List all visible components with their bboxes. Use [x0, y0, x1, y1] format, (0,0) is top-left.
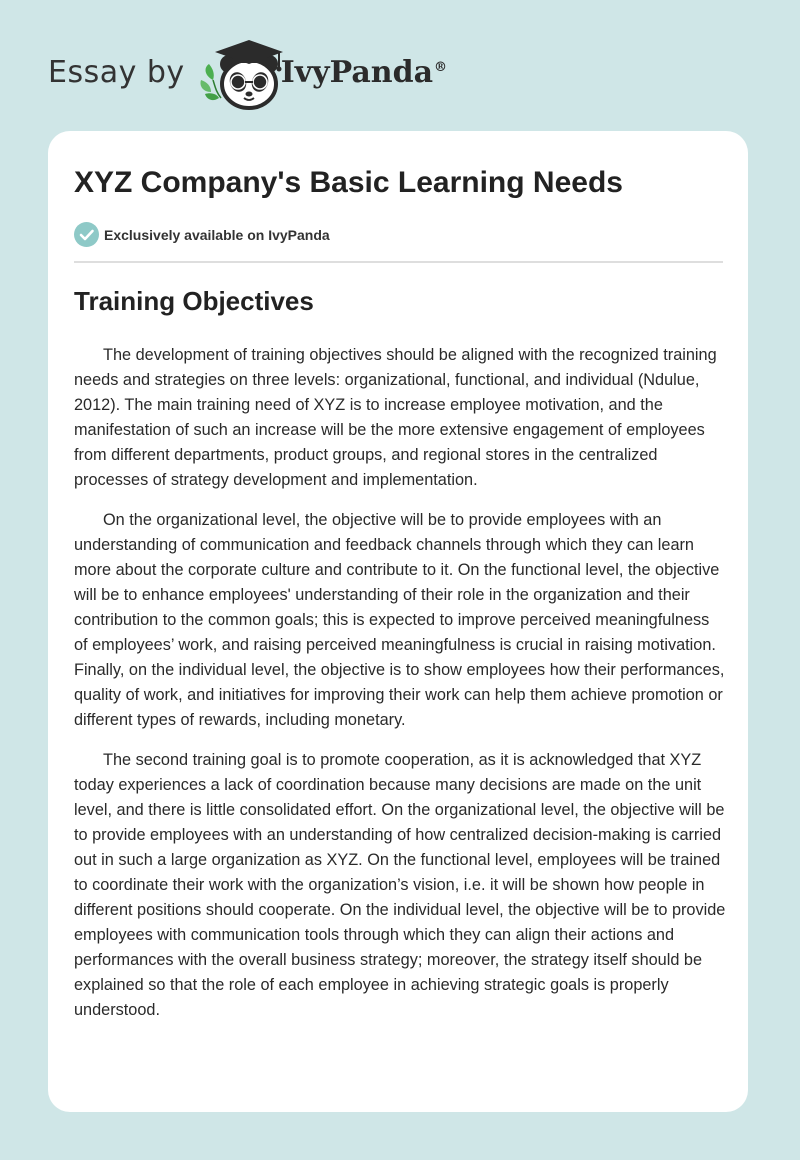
page-title: XYZ Company's Basic Learning Needs	[74, 166, 623, 199]
paragraph: The second training goal is to promote cooperation, as it is acknowledged that XYZ today experiences a lack of coordination because many decisions are made on the unit level, and there is little consolidated effort. On the organizational level, the objective will be to provide employees with an understanding of how centralized decision-making is carried out in such a large organization as XYZ. On the functional level, employees will be trained to coordinate their work with the organization’s vision, i.e. it will be shown how people in different positions should cooperate. On the individual level, the objective will be to provide employees with communication tools through which they can align their actions and performances with the overall business strategy; moreover, the strategy itself should be explained so that the role of each employee in achieving strategic goals is properly understood.	[74, 751, 726, 1019]
brand-name[interactable]: IvyPanda®	[280, 54, 448, 90]
site-header	[48, 36, 447, 112]
section-heading: Training Objectives	[74, 286, 314, 316]
essay-by-label: Essay by	[48, 54, 185, 90]
paragraph: On the organizational level, the objective will be to provide employees with an understanding of communication and feedback channels through which they can learn more about the corporate culture and contribute to it. On the functional level, the objective will be to enhance employees' understanding of their role in the organization and their contribution to the common goals; this is expected to improve perceived meaningfulness of employees’ work, and raising perceived meaningfulness is crucial in raising motivation. Finally, on the individual level, the objective is to show employees how their performances, quality of work, and initiatives for improving their work can help them achieve promotion or different types of rewards, including monetary.	[74, 511, 725, 729]
registered-mark: ®	[434, 59, 448, 75]
check-circle-icon	[74, 222, 99, 247]
exclusive-badge-text: Exclusively available on IvyPanda	[104, 226, 330, 243]
paragraph: The development of training objectives should be aligned with the recognized training needs and strategies on three levels: organizational, functional, and individual (Ndulue, 2012). The main training need of XYZ is to increase employee motivation, and the manifestation of such an increase will be the more extensive engagement of employees from different departments, product groups, and regional stores in the centralized processes of strategy development and implementation.	[74, 346, 717, 489]
article-card	[48, 131, 748, 1112]
divider	[74, 261, 723, 263]
exclusive-badge	[74, 222, 330, 247]
article-body	[74, 343, 726, 1038]
ivypanda-logo-icon[interactable]	[199, 36, 289, 112]
